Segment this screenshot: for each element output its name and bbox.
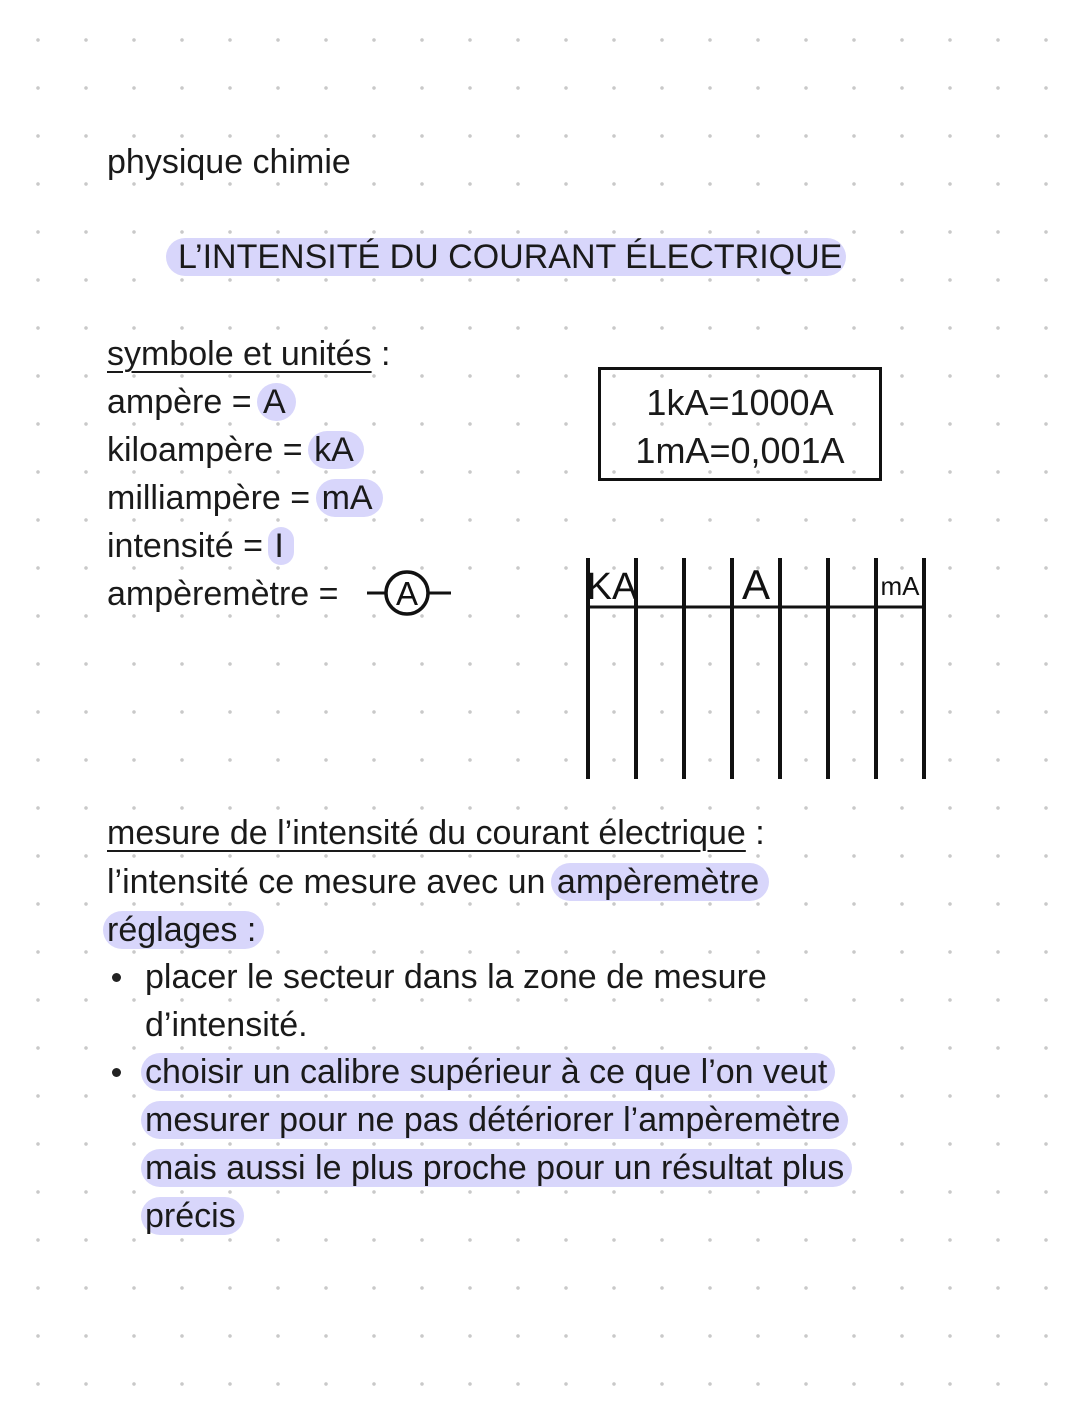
unit-label: intensité = [107,527,263,565]
bullet-2-line-1 [145,1052,835,1092]
bullet-2-line-3-text: mais aussi le plus proche pour un résultat plus [141,1149,852,1187]
unit-value: kA [308,431,364,469]
units-heading-text: symbole et unités [107,335,372,373]
unit-row-intensite [107,526,294,566]
title-highlight: L’INTENSITÉ DU COURANT ÉLECTRIQUE [166,238,846,276]
unit-row-amperemetre [107,574,339,614]
bullet-2-line-2 [145,1100,848,1140]
conversion-box [598,367,882,481]
bullet-2-line-4 [145,1196,244,1236]
measure-heading-text: mesure de l’intensité du courant électrique [107,814,746,852]
unit-value: I [268,527,293,565]
measure-sentence [107,862,769,902]
conversion-line-2: 1mA=0,001A [635,430,845,471]
bullet-2-line-3 [145,1148,852,1188]
column-header-ma: mA [880,571,920,601]
bullet-2-line-2-text: mesurer pour ne pas détériorer l’ampèremètre [141,1101,848,1139]
unit-label: milliampère = [107,479,311,517]
page-title [170,237,846,277]
measure-sentence-highlight: ampèremètre [551,863,769,901]
bullet-1-line-2: d’intensité. [145,1006,308,1044]
measure-sentence-prefix: l’intensité ce mesure avec un [107,863,546,901]
unit-value: A [257,383,296,421]
measure-heading-colon: : [755,814,765,852]
bullet-2-line-4-text: précis [141,1197,244,1235]
unit-label: ampère = [107,383,252,421]
conversion-line-1: 1kA=1000A [646,382,834,423]
column-header-ka: KA [586,566,638,608]
bullet-2-line-1-text: choisir un calibre supérieur à ce que l’on veut [141,1053,835,1091]
units-heading-colon: : [381,335,391,373]
settings-label-text: réglages : [103,911,264,949]
unit-row-milliampere [107,478,383,518]
unit-label: kiloampère = [107,431,303,469]
unit-row-ampere [107,382,296,422]
bullet-1-line-1: placer le secteur dans la zone de mesure [145,958,767,996]
conversion-table [580,555,940,785]
unit-label: ampèremètre = [107,575,339,613]
column-header-a: A [741,561,771,608]
bullet-dot [112,1068,121,1077]
unit-row-kiloampere [107,430,364,470]
units-heading [107,334,391,374]
subject-label: physique chimie [107,143,351,181]
ammeter-symbol-icon [365,566,455,618]
bullet-dot [112,973,121,982]
unit-value: mA [316,479,383,517]
ammeter-symbol-letter: A [395,575,419,612]
measure-heading [107,813,765,853]
settings-label [107,910,264,950]
